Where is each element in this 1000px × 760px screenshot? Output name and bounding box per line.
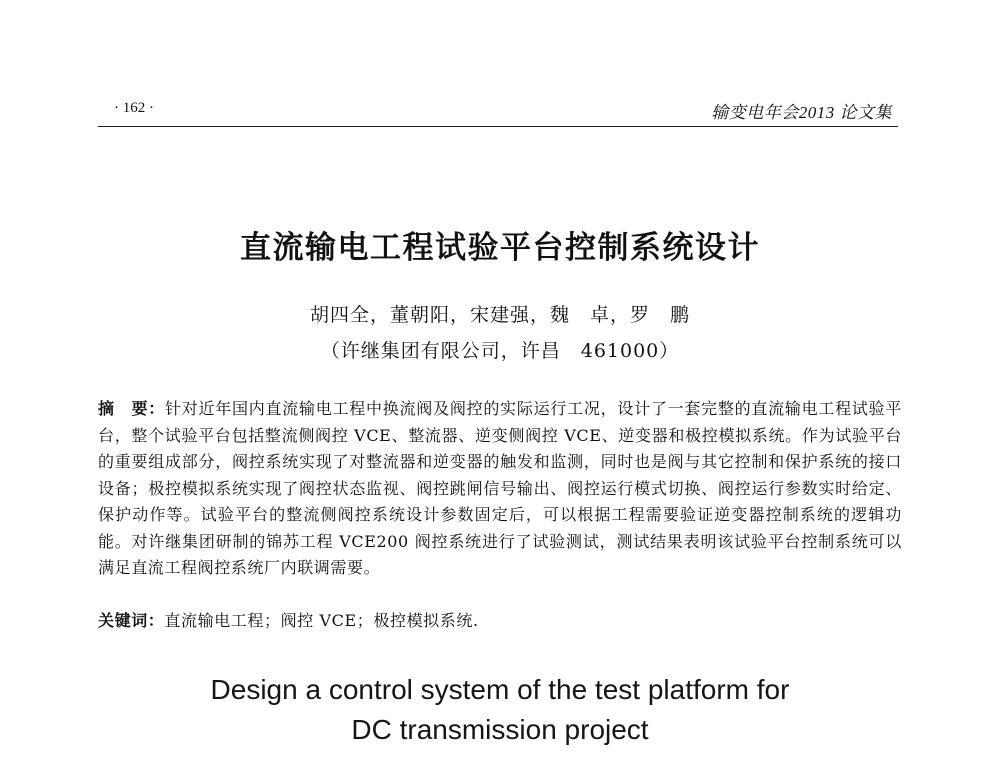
keywords-text: 直流输电工程；阀控 VCE；极控模拟系统. — [164, 611, 479, 630]
running-header — [98, 96, 898, 127]
paper-title-english — [0, 670, 1000, 750]
abstract-label: 摘 要： — [98, 399, 166, 418]
keywords — [98, 608, 902, 634]
author-list: 胡四全，董朝阳，宋建强，魏 卓，罗 鹏 — [309, 304, 690, 326]
page-number: · 162 · — [114, 100, 154, 116]
journal-name: 输变电年会2013 论文集 — [711, 103, 892, 122]
paper-title-english-line-1: Design a control system of the test platform for — [210, 674, 790, 705]
paper-title-english-line-2: DC transmission project — [351, 714, 649, 745]
abstract — [98, 396, 902, 582]
keywords-label: 关键词： — [98, 611, 165, 630]
author-affiliation: （许继集团有限公司，许昌 461000） — [320, 340, 680, 362]
paper-title-chinese: 直流输电工程试验平台控制系统设计 — [240, 230, 760, 266]
abstract-text: 针对近年国内直流输电工程中换流阀及阀控的实际运行工况，设计了一套完整的直流输电工程试验平台，整个试验平台包括整流侧阀控 VCE、整流器、逆变侧阀控 VCE、逆变器和极控模拟系统。作为试验平台的重要组成部分，阀控系统实现了对整流器和逆变器的触发和监测，同时也是阀与其它控制和保护系统的接口设备；极控模拟系统实现了阀控状态监视、阀控跳闸信号输出、阀控运行模式切换、阀控运行参数实时给定、保护动作等。试验平台的整流侧阀控系统设计参数固定后，可以根据工程需要验证逆变器控制系统的逻辑功能。对许继集团研制的锦苏工程 VCE200 阀控系统进行了试验测试，测试结果表明该试验平台控制系统可以满足直流工程阀控系统厂内联调需要。 — [98, 399, 902, 577]
